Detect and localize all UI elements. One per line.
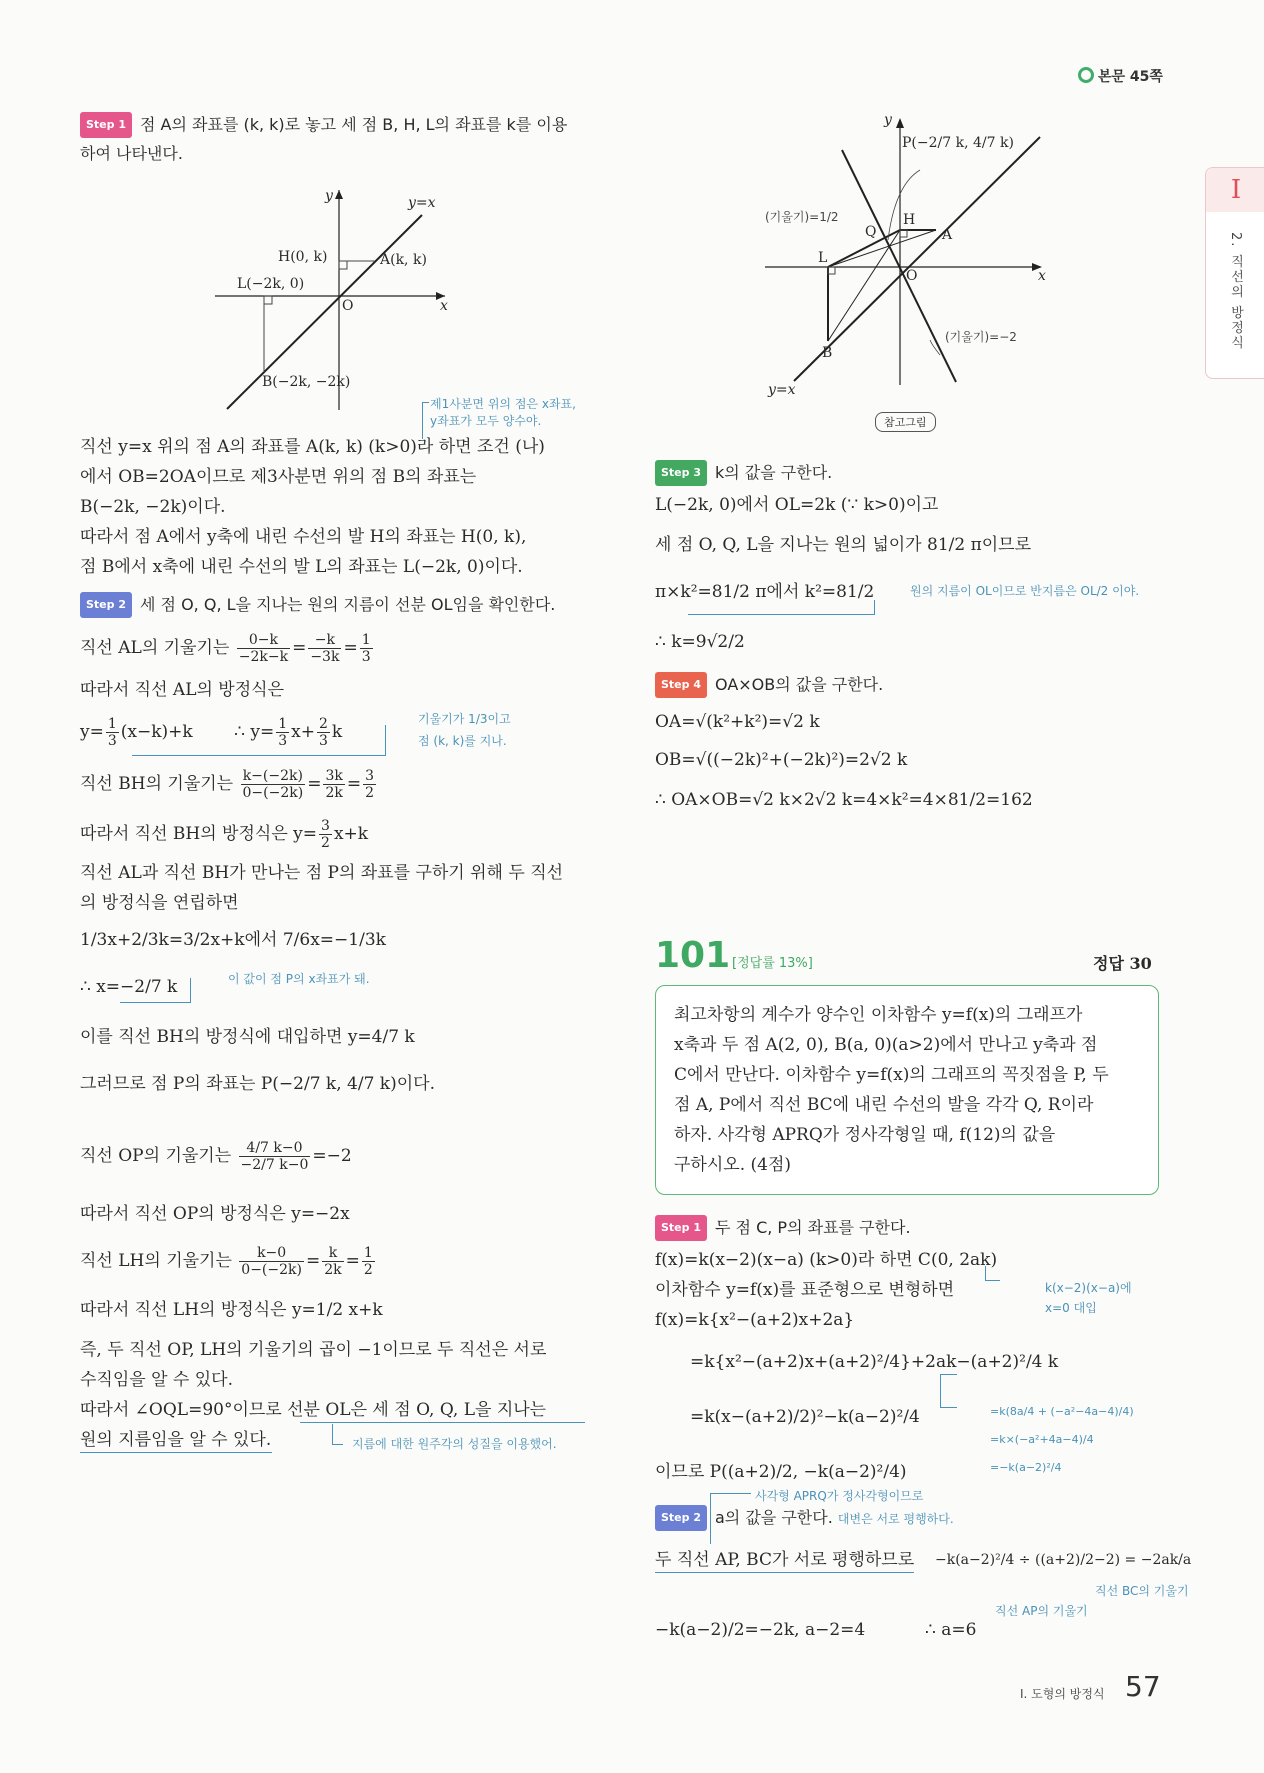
step4-heading: Step 4 OA×OB의 값을 구한다. [655,672,883,698]
al-slope: 직선 AL의 기울기는 $\frac{0-k}{-2k-k}$ = $\frac{-k}{-3k}$ = $\frac{1}{3}$ [80,632,371,665]
sol1-line-1: f(x)=k(x−2)(x−a) (k>0)라 하면 C(0, 2ak) [655,1250,998,1270]
s4-line-2: OB=√((−2k)²+(−2k)²)=2√2 k [655,750,908,770]
solve-line: 1/3x+2/3k=3/2x+k에서 7/6x=−1/3k [80,930,386,950]
fig2-L: L [818,250,828,266]
underline-conclusion [300,1422,585,1423]
s4-line-3: ∴ OA×OB=√2 k×2√2 k=4×k²=4×81/2=162 [655,790,1033,810]
fig1-line-label: y=x [408,195,436,211]
step1-badge: Step 1 [80,112,132,138]
note5-connector [688,600,875,615]
problem-rate: [정답률 13%] [732,956,813,971]
bh-slope: 직선 BH의 기울기는 $\frac{k-(-2k)}{0-(-2k)}$ = $\frac{3k}{2k}$ = $\frac{3}{2}$ [80,768,374,801]
note-bc-slope: 직선 BC의 기울기 [1095,1584,1189,1598]
lh-eq: 따라서 직선 LH의 방정식은 y=1/2 x+k [80,1300,383,1320]
note-al-slope: 기울기가 1/3이고 점 (k, k)를 지나. [418,712,511,748]
step2-heading: Step 2 세 점 O, Q, L을 지나는 원의 지름이 선분 OL임을 확인한다. [80,592,555,618]
fig2-A: A [942,227,953,243]
fig1-L: L(−2k, 0) [237,276,305,292]
s3-line-4: ∴ k=9√2/2 [655,632,745,652]
fig2-caption: 참고그림 [875,412,936,432]
fig1-H: H(0, k) [278,249,328,265]
sol-step2-heading: Step 2 a의 값을 구한다. 대변은 서로 평행하다. [655,1505,954,1531]
fig2-slope-neg2: (기울기)=−2 [945,330,1017,344]
ref-circle-icon [1078,67,1094,83]
fig2-B: B [822,345,833,361]
note-px: 이 값이 점 P의 x좌표가 돼. [228,972,370,986]
fig2-P: P(−2/7 k, 4/7 k) [902,135,1014,151]
fig2-line-label: y=x [768,382,796,398]
s3-line-2: 세 점 O, Q, L을 지나는 원의 넓이가 81/2 π이므로 [655,535,1032,555]
al-eq-intro: 따라서 직선 AL의 방정식은 [80,680,284,700]
note6-connector [985,1266,1000,1281]
step3-heading: Step 3 k의 값을 구한다. [655,460,832,486]
bh-eq: 따라서 직선 BH의 방정식은 y= $\frac{3}{2}$ x+k [80,818,369,851]
fig1-x-label: x [440,298,448,314]
al-eq: y= $\frac{1}{3}$ (x−k)+k ∴ y= $\frac{1}{3}$ x+ $\frac{2}{3}$ k [80,716,343,749]
sol1-line-6: 이므로 P((a+2)/2, −k(a−2)²/4) [655,1462,907,1482]
x-result: ∴ x=−2/7 k [80,977,178,997]
step1-heading: Step 1 점 A의 좌표를 (k, k)로 놓고 세 점 B, H, L의 좌표를 k를 이용 [80,112,567,138]
paragraph-2: 직선 AL과 직선 BH가 만나는 점 P의 좌표를 구하기 위해 두 직선 의 방정식을 연립하면 [80,863,564,913]
sol1-line-4: =k{x²−(a+2)x+(a+2)²/4}+2ak−(a+2)²/4 k [690,1352,1059,1372]
step1-heading-l2: 하여 나타낸다. [80,144,183,163]
sol-step2-badge: Step 2 [655,1505,707,1531]
note-first-quadrant: 제1사분면 위의 점은 x좌표, y좌표가 모두 양수야. [430,397,576,428]
s4-line-1: OA=√(k²+k²)=√2 k [655,712,820,732]
fig2-O: O [906,268,918,284]
footer-chapter: I. 도형의 방정식 [1020,1687,1105,1701]
s3-line-1: L(−2k, 0)에서 OL=2k (∵ k>0)이고 [655,495,939,515]
figure-2 [760,115,1080,405]
fig1-B: B(−2k, −2k) [262,374,351,390]
sol1-line-3: f(x)=k{x²−(a+2)x+2a} [655,1310,855,1330]
note-c-intercept: k(x−2)(x−a)에 x=0 대입 [1045,1281,1132,1315]
note-inscribed-angle: 지름에 대한 원주각의 성질을 이용했어. [352,1437,557,1451]
step3-badge: Step 3 [655,460,707,486]
sol2-line-3: −k(a−2)/2=−2k, a−2=4 [655,1620,866,1640]
fig1-A: A(k, k) [380,252,427,268]
underline-conclusion-2 [80,1452,272,1453]
fig2-H: H [903,212,916,228]
note-ap-slope: 직선 AP의 기울기 [995,1604,1088,1618]
sol2-line-2: −k(a−2)²/4 ÷ ((a+2)/2−2) = −2ak/a [935,1552,1192,1568]
note-square-l1: 사각형 APRQ가 정사각형이므로 [755,1489,924,1503]
page-number: 57 [1125,1670,1161,1703]
paragraph-3: 즉, 두 직선 OP, LH의 기울기의 곱이 −1이므로 두 직선은 서로 수직임을 알 수 있다. 따라서 ∠OQL=90°이므로 선분 OL은 세 점 O, Q, L을 지나는 원의 지름임을 알 수 있다. [80,1340,547,1450]
p-coord-line: 그러므로 점 P의 좌표는 P(−2/7 k, 4/7 k)이다. [80,1074,435,1094]
problem-answer: 정답 30 [1093,954,1152,973]
note-radius: 원의 지름이 OL이므로 반지름은 OL/2 이야. [910,584,1140,598]
fig2-y-label: y [884,112,892,128]
chapter-roman: I [1206,168,1264,212]
step4-badge: Step 4 [655,672,707,698]
note3-connector [120,978,191,1003]
chapter-side-tab[interactable] [1205,167,1264,379]
sol1-line-5: =k(x−(a+2)/2)²−k(a−2)²/4 [690,1407,920,1427]
sol1-line-2: 이차함수 y=f(x)를 표준형으로 변형하면 [655,1280,955,1300]
paragraph-1: 직선 y=x 위의 점 A의 좌표를 A(k, k) (k>0)라 하면 조건 (나) 에서 OB=2OA이므로 제3사분면 위의 점 B의 좌표는 B(−2k, −2k)이다. 따라서 점 A에서 y축에 내린 수선의 발 H의 좌표는 H(0, k), 점 B에서 x축에 내린 수선의 발 L의 좌표는 L(−2k, 0)이다. [80,437,545,577]
fig2-slope-half: (기울기)=1/2 [765,210,839,224]
fig2-Q: Q [865,224,877,240]
body-ref: 본문 45쪽 [1078,66,1163,86]
note4-connector [332,1424,343,1445]
lh-slope: 직선 LH의 기울기는 $\frac{k-0}{0-(-2k)}$ = $\frac{k}{2k}$ = $\frac{1}{2}$ [80,1245,373,1278]
problem-box: 최고차항의 계수가 양수인 이차함수 y=f(x)의 그래프가 x축과 두 점 A(2, 0), B(a, 0)(a>2)에서 만나고 y축과 점 C에서 만난다. 이차함수 y=f(x)의 그래프의 꼭짓점을 P, 두 점 A, P에서 직선 BC에 내린 수선의 발을 각각 Q, R이라 하자. 사각형 APRQ가 정사각형일 때, f(12)의 값을 구하시오. (4점) [655,985,1159,1195]
op-eq: 따라서 직선 OP의 방정식은 y=−2x [80,1204,350,1224]
step2-badge: Step 2 [80,592,132,618]
note2-connector [132,725,386,756]
subst-line: 이를 직선 BH의 방정식에 대입하면 y=4/7 k [80,1027,415,1047]
chapter-title: 2. 직선의 방정식 [1228,232,1243,351]
fig2-x-label: x [1038,268,1046,284]
note-expand: =k(8a/4 + (−a²−4a−4)/4) =k×(−a²+4a−4)/4 =−k(a−2)²/4 [990,1405,1134,1474]
sol-step1-heading: Step 1 두 점 C, P의 좌표를 구한다. [655,1215,911,1241]
problem-number: 101 [655,935,731,976]
sol-step1-badge: Step 1 [655,1215,707,1241]
s3-line-3: π×k²=81/2 π에서 k²=81/2 [655,582,875,602]
fig1-O: O [342,298,354,314]
op-slope: 직선 OP의 기울기는 $\frac{4/7 k-0}{-2/7 k-0}$ =−2 [80,1140,352,1173]
sol2-line-4: ∴ a=6 [925,1620,977,1640]
fig1-y-label: y [325,188,333,204]
sol2-line-1: 두 직선 AP, BC가 서로 평행하므로 [655,1548,914,1573]
note7-connector [940,1374,957,1408]
